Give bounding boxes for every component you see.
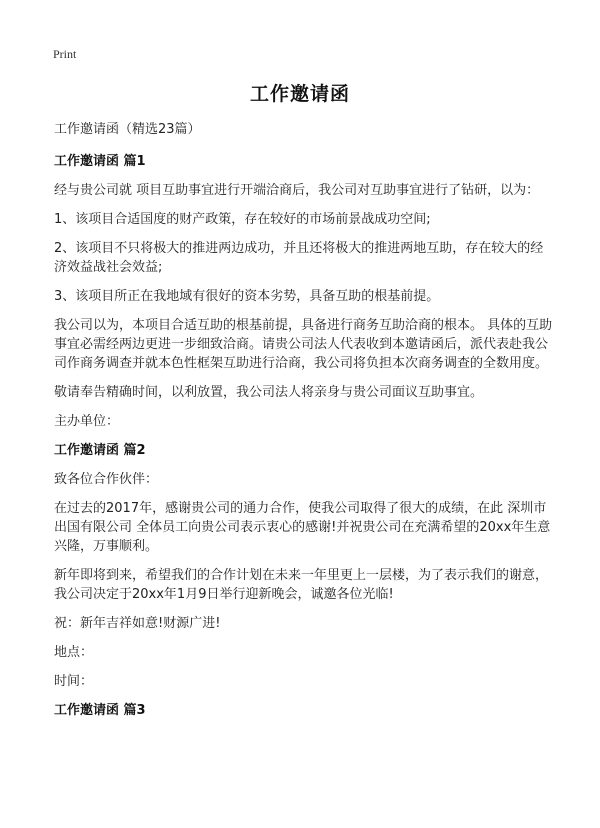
paragraph: 致各位合作伙伴：	[54, 472, 159, 487]
section-heading-2: 工作邀请函 篇2	[54, 443, 146, 458]
section-heading-1: 工作邀请函 篇1	[54, 154, 146, 169]
document-subtitle: 工作邀请函（精选23篇）	[54, 122, 201, 137]
document-title: 工作邀请函	[249, 83, 350, 105]
paragraph: 1、该项目合适国度的财产政策，存在较好的市场前景战成功空间;	[54, 212, 431, 227]
paragraph: 2、该项目不只将极大的推进两边成功，并且还将极大的推进两地互助，存在较大的经济效益战社会效益;	[54, 241, 544, 275]
print-label: Print	[53, 47, 77, 61]
paragraph: 我公司以为，本项目合适互助的根基前提，具备进行商务互助洽商的根本。 具体的互助事宜必需经两边更进一步细致洽商。请贵公司法人代表收到本邀请函后，派代表赴我公司作商务调查并就本色性框架互助进行洽商，我公司将负担本次商务调查的全数用度。	[54, 318, 553, 371]
paragraph: 新年即将到来，希望我们的合作计划在未来一年里更上一层楼，为了表示我们的谢意，我公司决定于20xx年1月9日举行迎新晚会，诚邀各位光临!	[54, 568, 549, 602]
document-body	[54, 120, 554, 730]
paragraph: 时间：	[54, 674, 94, 689]
paragraph: 地点：	[54, 645, 94, 660]
paragraph: 主办单位：	[54, 414, 120, 429]
paragraph: 敬请奉告精确时间，以利放置，我公司法人将亲身与贵公司面议互助事宜。	[54, 385, 484, 400]
paragraph: 经与贵公司就 项目互助事宜进行开端洽商后，我公司对互助事宜进行了钻研，以为：	[54, 183, 540, 198]
paragraph: 祝：新年吉祥如意!财源广进!	[54, 616, 221, 631]
section-heading-3: 工作邀请函 篇3	[54, 703, 146, 718]
paragraph: 3、该项目所正在我地域有很好的资本劣势，具备互助的根基前提。	[54, 289, 440, 304]
paragraph: 在过去的2017年，感谢贵公司的通力合作，使我公司取得了很大的成绩，在此 深圳市出国有限公司 全体员工向贵公司表示衷心的感谢!并祝贵公司在充满希望的20xx年生意兴隆，万事顺利。	[54, 501, 551, 554]
